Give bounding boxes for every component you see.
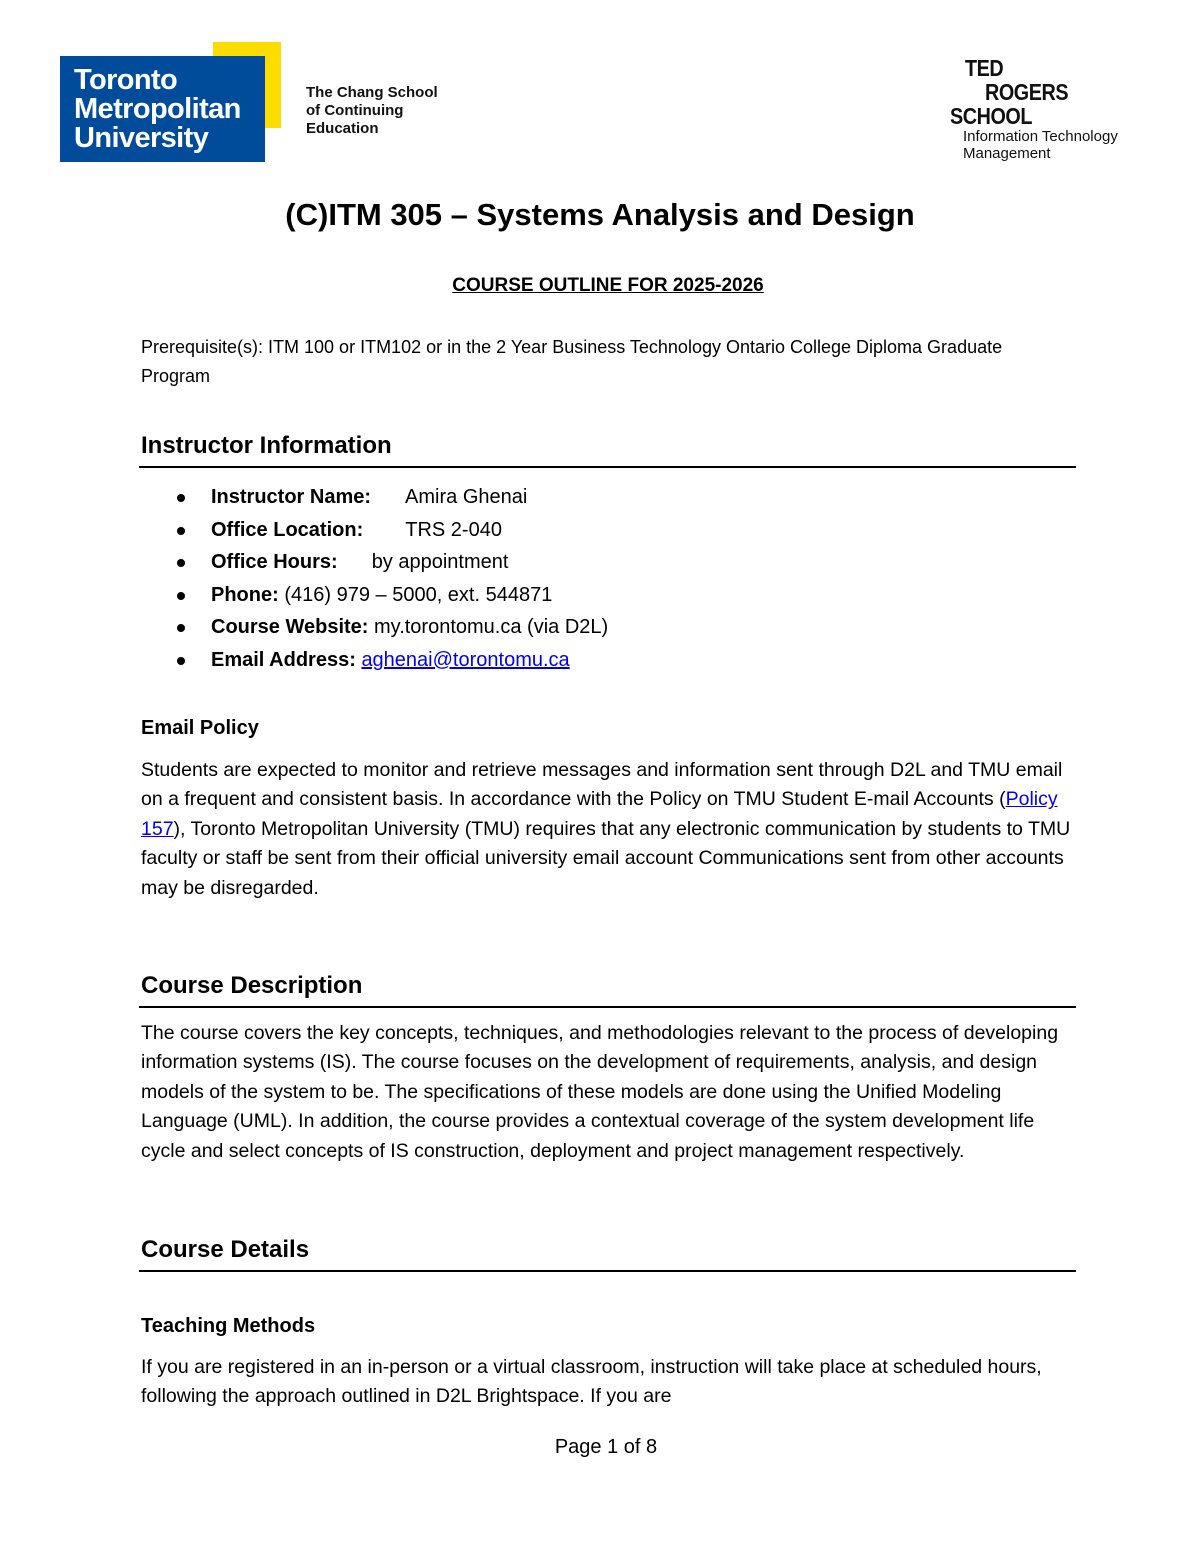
phone-value: (416) 979 – 5000, ext. 544871 [284, 583, 553, 606]
section-divider [139, 466, 1076, 468]
course-website-value: my.torontomu.ca (via D2L) [374, 616, 609, 639]
list-item [141, 644, 1041, 677]
trs-logo-line: TED [965, 55, 1004, 81]
section-heading-email-policy: Email Policy [141, 717, 259, 739]
trs-logo-subtitle [963, 128, 1118, 162]
document-subtitle: COURSE OUTLINE FOR 2025-2026 [452, 275, 764, 296]
trs-logo-line: ROGERS [985, 79, 1069, 105]
list-item [141, 481, 1041, 514]
bullet-icon [177, 624, 185, 632]
list-item [141, 579, 1041, 612]
trs-logo-line: SCHOOL [950, 103, 1033, 129]
phone-label: Phone: [211, 583, 279, 606]
tmu-logo-line: University [74, 122, 209, 154]
tmu-logo-line: Toronto [74, 64, 178, 96]
section-heading-course-description: Course Description [141, 972, 363, 999]
trs-logo-sub-line: Information Technology [963, 128, 1118, 145]
list-item [141, 611, 1041, 644]
chang-school-line: Education [306, 120, 379, 137]
office-location-label: Office Location: [211, 518, 364, 541]
page-number: Page 1 of 8 [554, 1436, 658, 1458]
chang-school-line: The Chang School [306, 84, 438, 101]
instructor-name-label: Instructor Name: [211, 486, 372, 508]
course-description-text: The course covers the key concepts, techniques, and methodologies relevant to the process of developing information systems (IS). The course focuses on the development of requirements, analysis, and design models of the system to be. The specifications of these models are done using the Unified Modeling Language (UML). In addition, the course provides a contextual coverage of the system development life cycle and select concepts of IS construction, deployment and project management respectively. [141, 1022, 1059, 1162]
section-divider [139, 1006, 1076, 1008]
instructor-name-value: Amira Ghenai [405, 486, 528, 508]
trs-logo-sub-line: Management [963, 145, 1051, 162]
teaching-methods-text: If you are registered in an in-person or a virtual classroom, instruction will take place at scheduled hours, following the approach outlined in D2L Brightspace. If you are [141, 1356, 1042, 1408]
subsection-heading-teaching-methods: Teaching Methods [141, 1315, 316, 1337]
course-website-label: Course Website: [211, 616, 369, 639]
section-divider [139, 1270, 1076, 1272]
tmu-logo-blue-block [60, 56, 265, 162]
office-hours-value: by appointment [371, 551, 509, 574]
email-policy-text-part: Students are expected to monitor and retrieve messages and information sent through D2L and TMU email on a frequent and consistent basis. In accordance with the Policy on TMU Student E-mail Accounts ( [141, 759, 1063, 811]
instructor-info-list [141, 481, 1041, 677]
email-address-link[interactable]: aghenai@torontomu.ca [361, 648, 570, 671]
chang-school-line: of Continuing [306, 102, 404, 119]
office-hours-label: Office Hours: [211, 551, 338, 574]
chang-school-logo-text [306, 84, 438, 138]
bullet-icon [177, 494, 185, 502]
office-location-value: TRS 2-040 [405, 518, 502, 541]
document-title: (C)ITM 305 – Systems Analysis and Design [285, 197, 915, 232]
section-heading-course-details: Course Details [141, 1236, 310, 1263]
tmu-logo-line: Metropolitan [74, 93, 241, 125]
policy-157-link[interactable]: Policy 157 [141, 788, 1058, 840]
list-item [141, 546, 1041, 579]
bullet-icon [177, 527, 185, 535]
bullet-icon [177, 559, 185, 567]
section-heading-instructor: Instructor Information [141, 432, 392, 459]
bullet-icon [177, 657, 185, 665]
prerequisite-text: Prerequisite(s): ITM 100 or ITM102 or in the 2 Year Business Technology Ontario College Diploma Graduate Program [141, 337, 1003, 386]
email-address-label: Email Address: [211, 648, 356, 671]
email-policy-text-part: ), Toronto Metropolitan University (TMU) requires that any electronic communication by students to TMU faculty or staff be sent from their official university email account Communications sent from other accounts may be disregarded. [141, 817, 1071, 899]
bullet-icon [177, 592, 185, 600]
list-item [141, 514, 1041, 547]
email-policy-text [141, 756, 1081, 903]
